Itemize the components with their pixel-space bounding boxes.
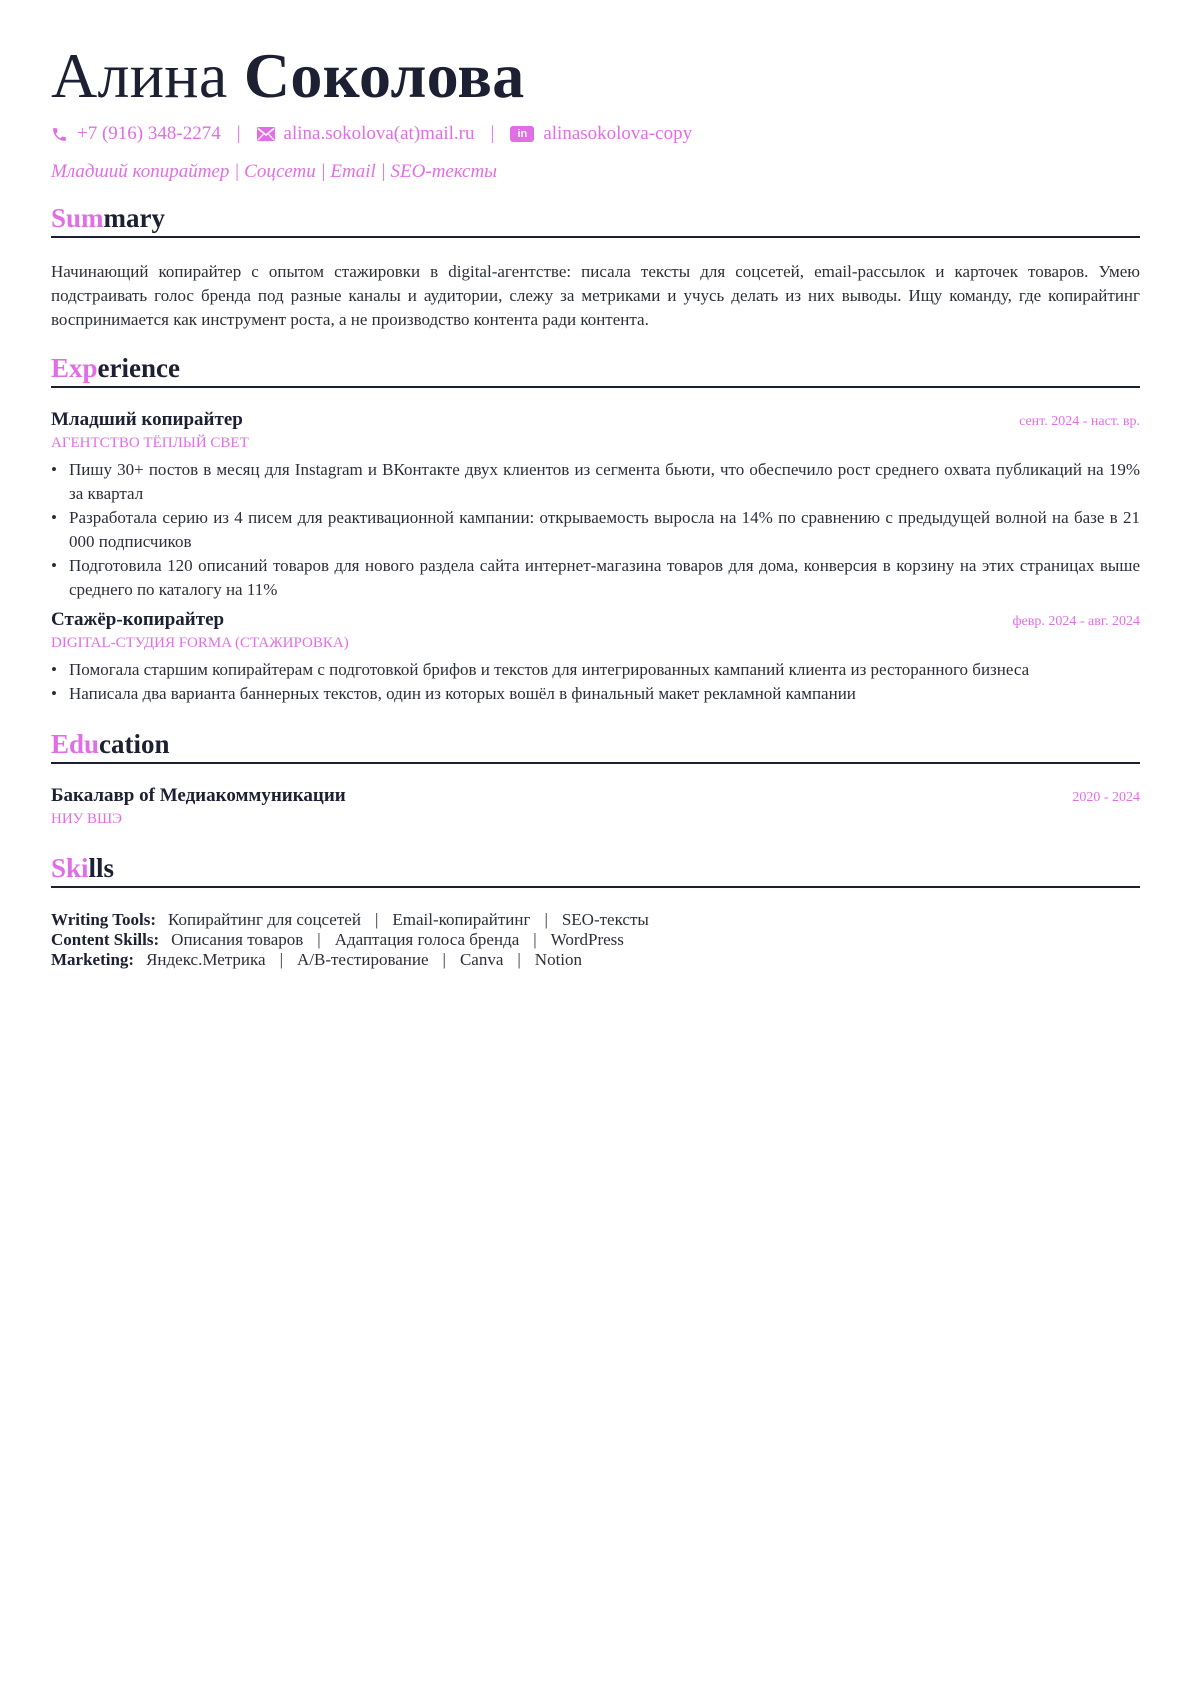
resume-header	[51, 40, 1140, 184]
skill-category-label: Marketing:	[51, 950, 135, 969]
job-title: Стажёр-копирайтер	[51, 609, 225, 630]
university-name: НИУ ВШЭ	[51, 811, 123, 827]
company-name: DIGITAL-СТУДИЯ FORMA (СТАЖИРОВКА)	[51, 635, 349, 651]
skill-item: SEO-тексты	[561, 910, 649, 929]
tagline: Младший копирайтер | Соцсети | Email | SEO-тексты	[51, 161, 498, 182]
section-heading-summary	[51, 202, 1140, 238]
skill-category-label: Content Skills:	[51, 930, 160, 949]
section-heading-rest: erience	[97, 353, 180, 383]
contact-linkedin[interactable]	[510, 122, 692, 146]
phone-icon	[51, 126, 68, 143]
section-heading-accent: Edu	[51, 729, 100, 759]
summary-text: Начинающий копирайтер с опытом стажировки в digital-агентстве: писала тексты для соцсетей, email-рассылок и карточек товаров. Умею подстраивать голос бренда под разные каналы и аудитории, слежу за метриками и учусь делать из них выводы. Ищу команду, где копирайтинг воспринимается как инструмент роста, а не производство контента ради контента.	[51, 262, 1140, 329]
section-heading-accent: Sum	[51, 203, 104, 233]
skill-separator: |	[533, 930, 537, 949]
section-heading-skills	[51, 852, 1140, 888]
skill-item: Email-копирайтинг	[392, 910, 531, 929]
achievement-item: • Помогала старшим копирайтерам с подготовкой брифов и текстов для интегрированных кампаний клиента из ресторанного бизнеса	[69, 658, 1140, 682]
skill-item: Описания товаров	[171, 930, 304, 949]
experience-entry	[51, 408, 1140, 602]
section-heading-rest: cation	[99, 729, 170, 759]
skills-section	[51, 852, 1140, 970]
candidate-name	[51, 40, 1140, 112]
section-heading-rest: lls	[88, 853, 115, 883]
email-text: alina.sokolova(at)mail.ru	[283, 123, 475, 144]
linkedin-text: alinasokolova-copy	[543, 123, 693, 144]
achievement-item: • Пишу 30+ постов в месяц для Instagram и ВКонтакте двух клиентов из сегмента бьюти, что обеспечило рост среднего охвата публикаций на 19% за квартал	[69, 458, 1140, 506]
achievement-item: • Написала два варианта баннерных текстов, один из которых вошёл в финальный макет рекламной кампании	[69, 682, 1140, 706]
job-dates: февр. 2024 - авг. 2024	[1012, 614, 1140, 629]
study-dates: 2020 - 2024	[1072, 790, 1140, 805]
last-name: Соколова	[243, 40, 525, 111]
skill-separator: |	[317, 930, 321, 949]
summary-section	[51, 202, 1140, 332]
skill-category-label: Writing Tools:	[51, 910, 157, 929]
skill-item: Canva	[459, 950, 504, 969]
section-heading-rest: mary	[103, 203, 166, 233]
first-name: Алина	[51, 40, 228, 111]
entry-head	[51, 608, 1140, 632]
experience-entry	[51, 608, 1140, 706]
section-heading-experience	[51, 352, 1140, 388]
section-heading-education	[51, 728, 1140, 764]
job-title: Младший копирайтер	[51, 409, 243, 430]
contact-bar	[51, 122, 1140, 146]
skill-row	[51, 950, 1140, 970]
skill-item: Адаптация голоса бренда	[334, 930, 520, 949]
envelope-icon	[257, 127, 275, 141]
contact-separator: |	[490, 123, 495, 144]
achievement-item: • Подготовила 120 описаний товаров для нового раздела сайта интернет-магазина товаров для дома, конверсия в корзину на этих страницах выше среднего по каталогу на 11%	[69, 554, 1140, 602]
experience-section	[51, 352, 1140, 706]
contact-email[interactable]	[257, 122, 475, 146]
skill-separator: |	[544, 910, 548, 929]
phone-text: +7 (916) 348-2274	[77, 123, 221, 144]
achievement-list	[51, 458, 1140, 602]
entry-head	[51, 784, 1140, 808]
skill-separator: |	[374, 910, 379, 929]
degree-title: Бакалавр of Медиакоммуникации	[51, 785, 346, 806]
skill-item: A/B-тестирование	[296, 950, 429, 969]
entry-head	[51, 408, 1140, 432]
skill-separator: |	[442, 950, 446, 969]
skill-item: Notion	[534, 950, 583, 969]
linkedin-icon: in	[510, 126, 534, 142]
contact-separator: |	[236, 123, 241, 144]
skill-separator: |	[517, 950, 521, 969]
company-name: АГЕНТСТВО ТЁПЛЫЙ СВЕТ	[51, 435, 249, 451]
skill-item: WordPress	[550, 930, 624, 949]
achievement-list	[51, 658, 1140, 706]
skill-row	[51, 910, 1140, 930]
skill-item: Яндекс.Метрика	[146, 950, 266, 969]
contact-phone[interactable]	[51, 122, 221, 146]
skill-separator: |	[279, 950, 283, 969]
skills-list	[51, 910, 1140, 970]
education-entry	[51, 784, 1140, 830]
skill-item: Копирайтинг для соцсетей	[168, 910, 361, 929]
job-dates: сент. 2024 - наст. вр.	[1019, 414, 1140, 429]
section-heading-accent: Exp	[51, 353, 98, 383]
education-section	[51, 728, 1140, 830]
section-heading-accent: Ski	[51, 853, 89, 883]
skill-row	[51, 930, 1140, 950]
achievement-item: • Разработала серию из 4 писем для реактивационной кампании: открываемость выросла на 14% по сравнению с предыдущей волной на базе в 21 000 подписчиков	[69, 506, 1140, 554]
